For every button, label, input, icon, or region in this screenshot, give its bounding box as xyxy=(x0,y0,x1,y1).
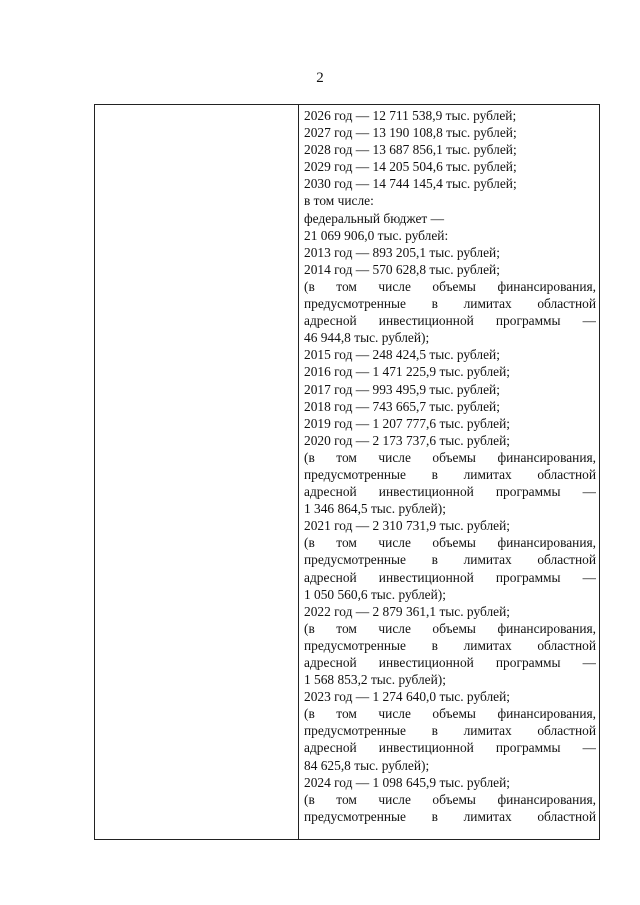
text-line: 2023 год — 1 274 640,0 тыс. рублей; xyxy=(304,689,510,705)
text-line: адресной инвестиционной программы — xyxy=(304,313,596,329)
text-line: 84 625,8 тыс. рублей); xyxy=(304,757,430,773)
text-line: 1 568 853,2 тыс. рублей); xyxy=(304,672,446,688)
financing-text-cell xyxy=(304,107,596,825)
text-line: 2019 год — 1 207 777,6 тыс. рублей; xyxy=(304,415,510,431)
text-line: 2017 год — 993 495,9 тыс. рублей; xyxy=(304,381,500,397)
text-line: 2013 год — 893 205,1 тыс. рублей; xyxy=(304,244,500,260)
text-line: 1 346 864,5 тыс. рублей); xyxy=(304,501,446,517)
text-line: 2020 год — 2 173 737,6 тыс. рублей; xyxy=(304,432,510,448)
column-divider xyxy=(298,105,299,839)
text-line: 2027 год — 13 190 108,8 тыс. рублей; xyxy=(304,125,517,141)
text-line: предусмотренные в лимитах областной xyxy=(304,637,596,653)
text-line: 2016 год — 1 471 225,9 тыс. рублей; xyxy=(304,364,510,380)
text-line: предусмотренные в лимитах областной xyxy=(304,296,596,312)
text-line: предусмотренные в лимитах областной xyxy=(304,723,596,739)
text-line: адресной инвестиционной программы — xyxy=(304,655,596,670)
text-line: 2022 год — 2 879 361,1 тыс. рублей; xyxy=(304,603,510,619)
text-line: адресной инвестиционной программы — xyxy=(304,740,596,756)
text-line: 2026 год — 12 711 538,9 тыс. рублей; xyxy=(304,108,517,123)
text-line: 2015 год — 248 424,5 тыс. рублей; xyxy=(304,347,500,363)
page-number: 2 xyxy=(316,70,324,86)
text-line: (в том числе объемы финансирования, xyxy=(304,791,596,807)
text-line: адресной инвестиционной программы — xyxy=(304,569,596,585)
text-line: федеральный бюджет — xyxy=(304,210,444,226)
text-line: (в том числе объемы финансирования, xyxy=(304,535,596,551)
text-line: предусмотренные в лимитах областной xyxy=(304,466,596,482)
text-line: 2024 год — 1 098 645,9 тыс. рублей; xyxy=(304,774,510,790)
text-line: 2030 год — 14 744 145,4 тыс. рублей; xyxy=(304,176,517,192)
text-line: 21 069 906,0 тыс. рублей: xyxy=(304,227,449,243)
text-line: (в том числе объемы финансирования, xyxy=(304,706,596,722)
document-table xyxy=(94,104,600,840)
text-line: 2029 год — 14 205 504,6 тыс. рублей; xyxy=(304,159,517,175)
text-line: предусмотренные в лимитах областной xyxy=(304,808,596,824)
text-line: 2018 год — 743 665,7 тыс. рублей; xyxy=(304,398,500,414)
text-line: в том числе: xyxy=(304,193,374,209)
text-line: 46 944,8 тыс. рублей); xyxy=(304,330,430,346)
text-line: (в том числе объемы финансирования, xyxy=(304,620,596,636)
text-line: предусмотренные в лимитах областной xyxy=(304,552,596,568)
text-line: 1 050 560,6 тыс. рублей); xyxy=(304,586,446,602)
text-line: адресной инвестиционной программы — xyxy=(304,484,596,500)
text-line: 2028 год — 13 687 856,1 тыс. рублей; xyxy=(304,142,517,158)
text-line: 2021 год — 2 310 731,9 тыс. рублей; xyxy=(304,518,510,534)
text-line: (в том числе объемы финансирования, xyxy=(304,449,596,465)
text-line: 2014 год — 570 628,8 тыс. рублей; xyxy=(304,261,500,277)
text-line: (в том числе объемы финансирования, xyxy=(304,278,596,294)
